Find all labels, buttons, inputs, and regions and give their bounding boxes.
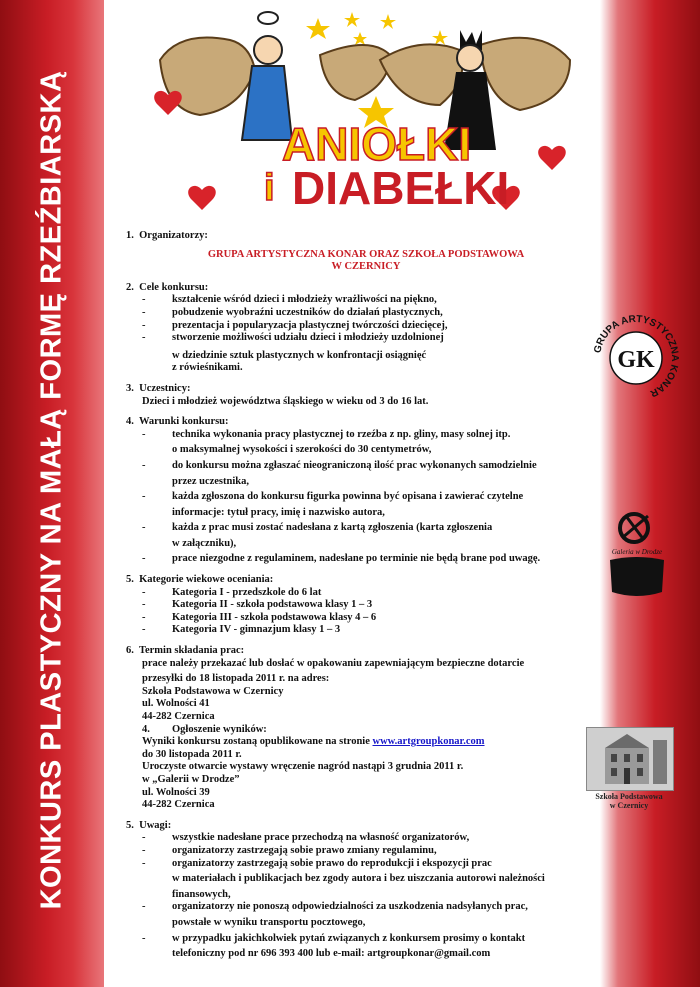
- participants-text: Dzieci i młodzież województwa śląskiego w wieku od 3 do 16 lat.: [142, 395, 429, 407]
- galeria-text: Galeria w Drodze: [611, 548, 663, 556]
- school-caption-line: Szkoła Podstawowa: [595, 792, 663, 801]
- galeria-logo: [604, 508, 670, 600]
- list-item: - Kategoria I - przedszkole do 6 lat: [142, 586, 322, 598]
- list-item-continuation: przez uczestnika,: [172, 475, 249, 487]
- konar-logo: [588, 310, 684, 406]
- list-item-continuation: w dziedzinie sztuk plastycznych w konfrontacji osiągnięć z rówieśnikami.: [172, 349, 427, 374]
- hero-title-diabelki: DIABEŁKI: [292, 162, 510, 214]
- list-item: - każda z prac musi zostać nadesłana z kartą zgłoszenia (karta zgłoszenia: [142, 522, 493, 534]
- list-item: - Kategoria II - szkoła podstawowa klasy 1 – 3: [142, 599, 373, 611]
- school-building-icon: [587, 728, 673, 790]
- list-item: - kształcenie wśród dzieci i młodzieży wrażliwości na piękno,: [142, 294, 437, 306]
- right-red-band: [600, 0, 700, 987]
- section-heading: 6. Termin składania prac:: [126, 645, 245, 657]
- school-caption: [586, 792, 672, 810]
- section-heading: 5. Kategorie wiekowe oceniania:: [126, 574, 274, 586]
- school-photo: [586, 727, 674, 791]
- subsection-heading: 4. Ogłoszenie wyników:: [142, 723, 267, 735]
- hero-illustration: [140, 0, 580, 220]
- list-item: - Kategoria III - szkoła podstawowa klasy 4 – 6: [142, 611, 377, 623]
- website-link[interactable]: www.artgroupkonar.com: [372, 736, 485, 748]
- list-item: - w przypadku jakichkolwiek pytań związanych z konkursem prosimy o kontakt: [142, 932, 526, 944]
- list-item: - wszystkie nadesłane prace przechodzą na własność organizatorów,: [142, 832, 470, 844]
- list-item: - prezentacja i popularyzacja plastycznej twórczości dziecięcej,: [142, 319, 448, 331]
- list-item-continuation: w materiałach i publikacjach bez zgody autora i bez uiszczania autorowi należności: [172, 873, 545, 885]
- list-item-continuation: telefoniczny pod nr 696 393 400 lub e-mail: artgroupkonar@gmail.com: [172, 948, 491, 960]
- list-item-continuation: w załączniku),: [172, 537, 237, 549]
- list-item: - do konkursu można zgłaszać nieograniczoną ilość prac wykonanych samodzielnie: [142, 459, 537, 471]
- list-item-continuation: o maksymalnej wysokości i szerokości do 30 centymetrów,: [172, 444, 432, 456]
- hero-title-aniolki: ANIOŁKI: [282, 118, 472, 170]
- list-item: - każda zgłoszona do konkursu figurka powinna być opisana i zawierać czytelne: [142, 491, 524, 503]
- list-item-continuation: powstałe w wyniku transportu pocztowego,: [172, 916, 366, 928]
- list-item: - technika wykonania pracy plastycznej to rzeźba z np. gliny, masy solnej itp.: [142, 428, 511, 440]
- regulations-body: [126, 230, 596, 969]
- konar-monogram: GK: [617, 347, 655, 373]
- section-heading: 5. Uwagi:: [126, 819, 172, 831]
- hero-title-conj: i: [264, 167, 275, 209]
- konar-ring-text: GRUPA ARTYSTYCZNA KONAR: [592, 313, 681, 399]
- section-categories: [126, 574, 596, 637]
- list-item: - stworzenie możliwości udziału dzieci i młodzieży uzdolnionej: [142, 332, 444, 344]
- section-heading: 3. Uczestnicy:: [126, 382, 191, 394]
- section-heading: 2. Cele konkursu:: [126, 281, 209, 293]
- organizer-name: GRUPA ARTYSTYCZNA KONAR ORAZ SZKOŁA PODSTAWOWA W CZERNICY: [207, 248, 525, 273]
- list-item: - prace niezgodne z regulaminem, nadesłane po terminie nie będą brane pod uwagę.: [142, 553, 541, 565]
- list-item: - organizatorzy nie ponoszą odpowiedzialności za uszkodzenia nadsyłanych prac,: [142, 901, 528, 913]
- results-text: Wyniki konkursu zostaną opublikowane na stronie www.artgroupkonar.com: [142, 736, 485, 748]
- list-item: - pobudzenie wyobraźni uczestników do działań plastycznych,: [142, 306, 443, 318]
- list-item: - organizatorzy zastrzegają sobie prawo zmiany regulaminu,: [142, 844, 437, 856]
- list-item: - organizatorzy zastrzegają sobie prawo do reprodukcji i ekspozycji prac: [142, 857, 492, 869]
- section-goals: [126, 282, 596, 375]
- list-item-continuation: informacje: tytuł pracy, imię i nazwisko autora,: [172, 506, 385, 518]
- section-notes: [126, 820, 596, 961]
- section-organizers: [126, 230, 596, 274]
- section-conditions: [126, 416, 596, 566]
- list-item-continuation: finansowych,: [172, 888, 231, 900]
- section-heading: 1. Organizatorzy:: [126, 230, 208, 241]
- school-caption-line: w Czernicy: [609, 801, 649, 810]
- list-item: - Kategoria IV - gimnazjum klasy 1 – 3: [142, 624, 341, 636]
- side-title: KONKURS PLASTYCZNY NA MAŁĄ FORMĘ RZEŹBIARSKĄ: [35, 70, 68, 910]
- section-participants: [126, 383, 596, 408]
- section-heading: 4. Warunki konkursu:: [126, 416, 229, 428]
- section-deadline: 6. Termin składania prac: prace należy przekazać lub dosłać w opakowaniu zapewniającym bezpieczne dotarcie przesyłki do 18 listopada 2011 r. na adres: Szkoła Podstawowa w Czernicy ul. Wolności 41 44-282 Czernica 4. Ogłoszenie wyników: Wyniki konkursu zostaną opublikowane na stronie www.artgroupkonar.com do 30 listopada 2011 r. Uroczyste otwarcie wystawy wręczenie nagród nastąpi 3 grudnia 2011 r. w „Galerii w Drodze” ul. Wolności 39 44-282 Czernica: [126, 645, 596, 812]
